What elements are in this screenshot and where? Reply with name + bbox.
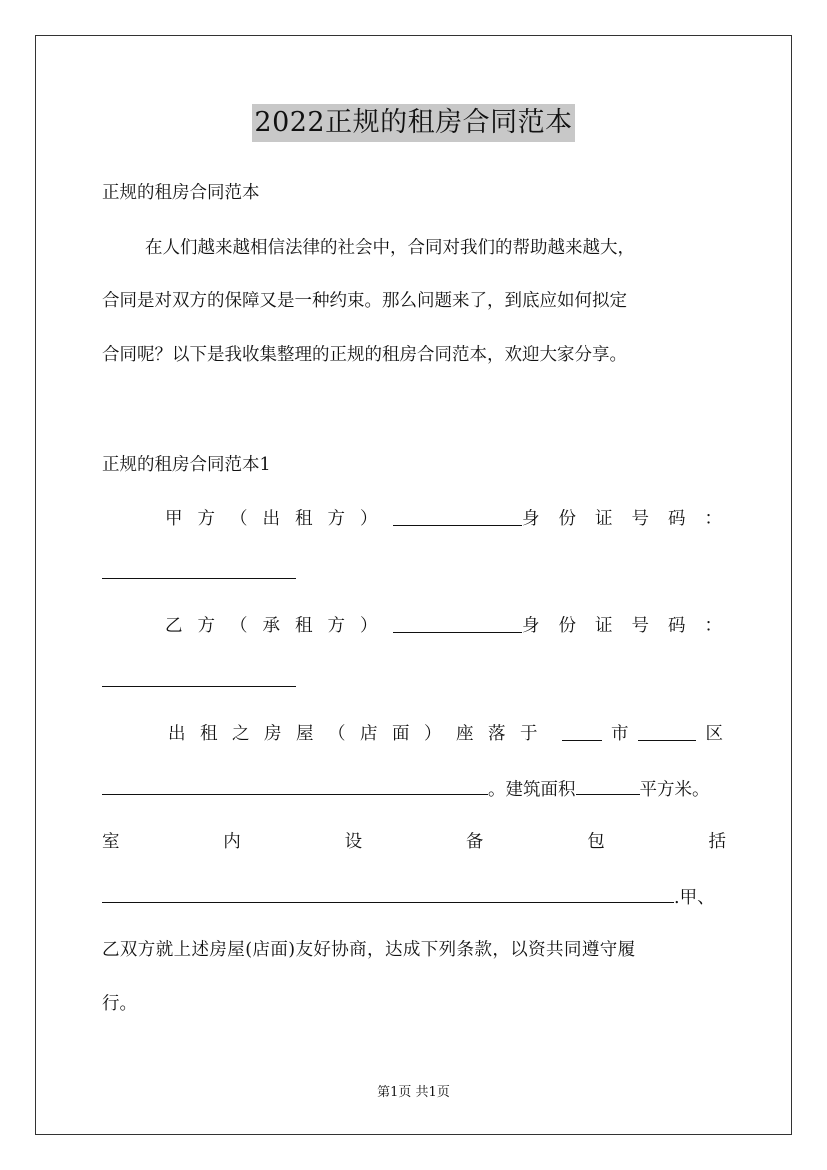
- district-label: 区: [705, 724, 723, 744]
- party-a-row: [165, 507, 741, 531]
- area-blank[interactable]: [576, 776, 640, 795]
- document-title: 2022正规的租房合同范本: [252, 104, 574, 142]
- equipment-blank-row: [102, 884, 715, 910]
- intro-line-1: 在人们越来越相信法律的社会中，合同对我们的帮助越来越大，: [145, 238, 635, 258]
- address-blank[interactable]: [102, 776, 488, 795]
- party-b-id-row: [102, 668, 296, 694]
- location-prefix: 出租之房屋（店面）座落于: [168, 724, 552, 744]
- party-b-label: 乙方（承租方）: [165, 616, 393, 636]
- equipment-row: [102, 830, 726, 854]
- party-b-row: [165, 614, 741, 638]
- equipment-char-4: 备: [465, 832, 484, 852]
- party-a-id-row: [102, 560, 296, 586]
- party-b-id-blank[interactable]: [102, 668, 296, 687]
- party-a-id-blank[interactable]: [102, 560, 296, 579]
- area-unit: 平方米。: [639, 780, 710, 800]
- document-subtitle: 正规的租房合同范本: [102, 183, 260, 203]
- city-blank[interactable]: [562, 722, 602, 741]
- equipment-char-5: 包: [587, 832, 605, 852]
- intro-line-3: 合同呢？以下是我收集整理的正规的租房合同范本，欢迎大家分享。: [102, 345, 627, 365]
- area-label: 。建筑面积: [488, 780, 576, 800]
- party-a-label: 甲方（出租方）: [165, 509, 393, 529]
- title-wrap: [0, 104, 827, 142]
- section-title: 正规的租房合同范本1: [102, 455, 271, 475]
- party-a-name-blank[interactable]: [393, 507, 523, 526]
- intro-line-2: 合同是对双方的保障又是一种约束。那么问题来了，到底应如何拟定: [102, 291, 627, 311]
- equipment-suffix: .甲、: [674, 888, 715, 908]
- equipment-char-1: 室: [102, 832, 120, 852]
- party-a-id-label: 身份证号码：: [522, 509, 741, 529]
- party-b-name-blank[interactable]: [393, 614, 523, 633]
- city-label: 市: [611, 724, 629, 744]
- page-footer: 第1页 共1页: [377, 1085, 450, 1100]
- equipment-blank[interactable]: [102, 884, 674, 903]
- location-row: [168, 722, 723, 746]
- district-blank[interactable]: [638, 722, 696, 741]
- equipment-char-2: 内: [223, 832, 241, 852]
- area-row: [102, 776, 710, 802]
- agreement-end: 行。: [102, 994, 137, 1014]
- equipment-char-6: 括: [708, 832, 726, 852]
- party-b-id-label: 身份证号码：: [522, 616, 741, 636]
- agreement-line: 乙双方就上述房屋(店面)友好协商，达成下列条款，以资共同遵守履: [102, 940, 636, 960]
- equipment-char-3: 设: [344, 832, 363, 852]
